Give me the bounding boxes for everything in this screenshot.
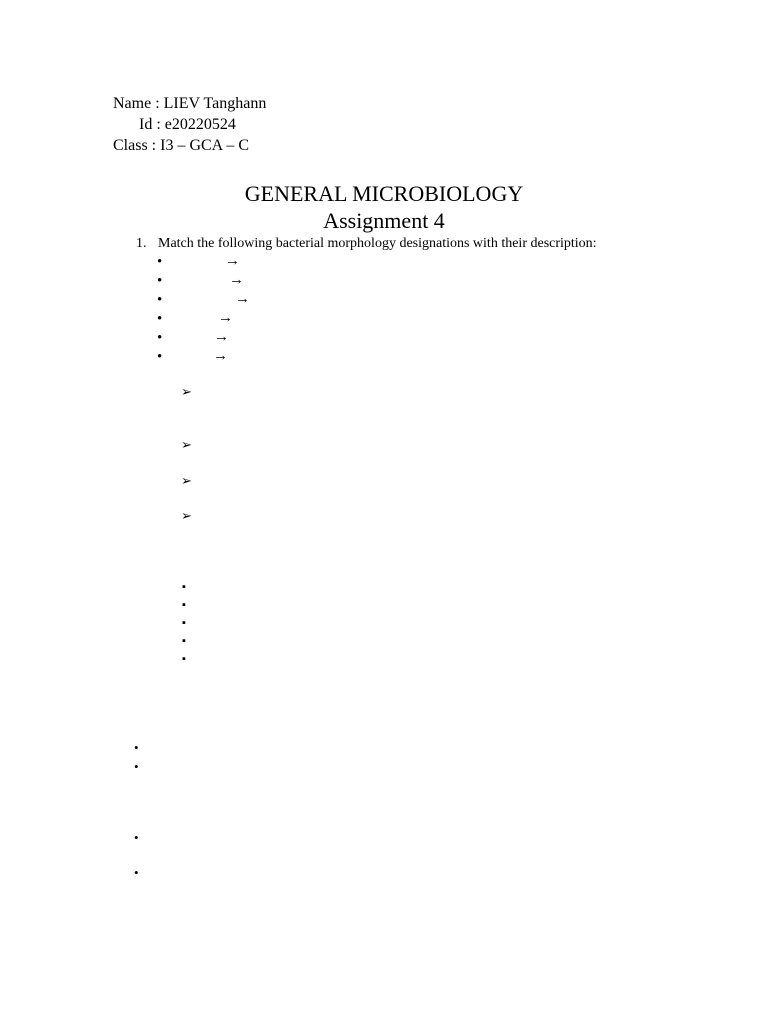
course-title: GENERAL MICROBIOLOGY [244, 181, 524, 206]
bullet-icon: • [134, 740, 139, 755]
square-bullet-icon: ▪ [182, 617, 186, 629]
bullet-icon: • [157, 292, 163, 308]
assignment-title: Assignment 4 [323, 208, 445, 233]
bullet-icon: • [134, 759, 139, 774]
square-bullet-icon: ▪ [182, 653, 186, 665]
arrow-right-icon: → [235, 291, 250, 307]
square-bullet-icon: ▪ [182, 581, 186, 593]
bullet-icon: • [157, 311, 163, 327]
chevron-bullet-icon: ➢ [181, 473, 192, 488]
student-id: Id : e20220524 [139, 116, 236, 133]
chevron-bullet-icon: ➢ [181, 437, 192, 452]
bullet-icon: • [134, 830, 139, 845]
arrow-right-icon: → [218, 310, 233, 326]
bullet-icon: • [157, 349, 163, 365]
question-number: 1. [136, 236, 147, 251]
chevron-bullet-icon: ➢ [181, 508, 192, 523]
bullet-icon: • [157, 254, 163, 270]
bullet-icon: • [134, 865, 139, 880]
arrow-right-icon: → [214, 329, 229, 345]
student-class: Class : I3 – GCA – C [113, 137, 250, 154]
arrow-right-icon: → [213, 348, 228, 364]
arrow-right-icon: → [225, 253, 240, 269]
chevron-bullet-icon: ➢ [181, 384, 192, 399]
square-bullet-icon: ▪ [182, 599, 186, 611]
bullet-icon: • [157, 330, 163, 346]
bullet-icon: • [157, 273, 163, 289]
arrow-right-icon: → [229, 272, 244, 288]
student-name: Name : LIEV Tanghann [113, 95, 267, 112]
square-bullet-icon: ▪ [182, 635, 186, 647]
question-text: Match the following bacterial morphology designations with their description: [158, 236, 597, 251]
